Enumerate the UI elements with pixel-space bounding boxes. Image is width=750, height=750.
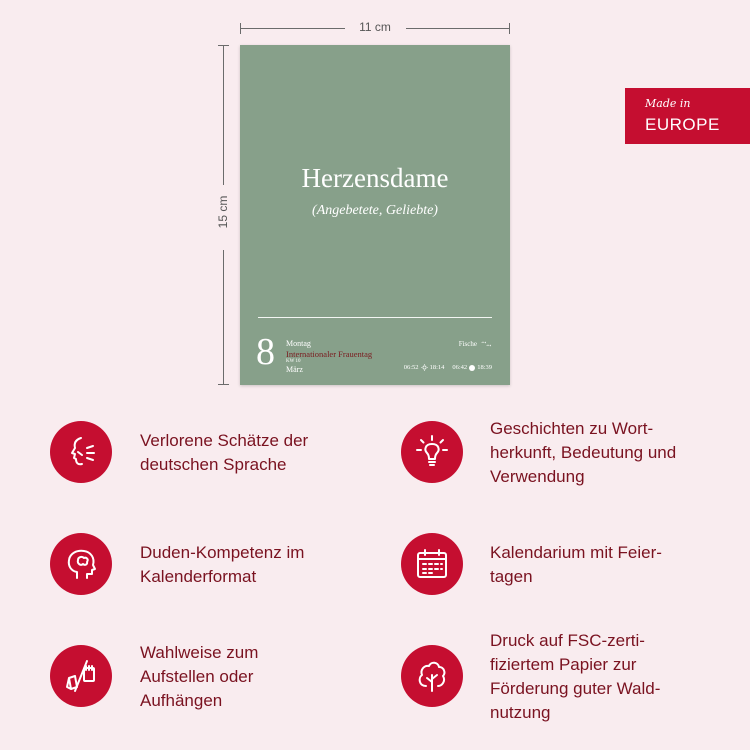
month-label: März [286, 365, 303, 374]
feature-line: Aufhängen [140, 691, 223, 710]
word-subtitle: (Angebetete, Geliebte) [312, 203, 438, 218]
sun-moon-times [404, 364, 492, 371]
feature-line: deutschen Sprache [140, 455, 287, 474]
feature-text [140, 641, 258, 713]
calendar-page [240, 45, 510, 385]
word-title: Herzensdame [301, 163, 449, 193]
feature-line: tagen [490, 567, 533, 586]
feature-text [490, 541, 662, 589]
sun-icon [421, 364, 428, 371]
week-label: KW 10 [286, 359, 301, 364]
feature-line: Verwendung [490, 467, 585, 486]
width-label: 11 cm [359, 20, 391, 34]
feature-line: Druck auf FSC-zerti- [490, 631, 645, 650]
weekday: Montag [286, 339, 311, 348]
divider [258, 317, 492, 318]
day-number: 8 [256, 331, 275, 373]
sunrise-time: 06:52 [403, 364, 419, 371]
calendar-icon [401, 533, 463, 595]
tree-icon [401, 645, 463, 707]
feature-line: herkunft, Bedeutung und [490, 443, 677, 462]
feature-line: Geschichten zu Wort- [490, 419, 654, 438]
moonrise-time: 06:42 [452, 364, 468, 371]
feature-line: Kalendarium mit Feier- [490, 543, 662, 562]
zodiac-label: Fische [458, 340, 477, 348]
feature-line: Aufstellen oder [140, 667, 254, 686]
feature-line: Duden-Kompetenz im [140, 543, 305, 562]
holiday-label: Internationaler Frauentag [286, 349, 373, 359]
badge-made-in: Made in [645, 97, 691, 110]
width-dimension [240, 20, 510, 36]
zodiac-sign [459, 340, 492, 348]
mouth-speech-icon [50, 421, 112, 483]
feature-line: Verlorene Schätze der [140, 431, 309, 450]
feature-text [490, 629, 660, 725]
moon-icon [469, 365, 475, 371]
made-in-europe-badge [625, 88, 750, 144]
fish-icon [480, 341, 492, 347]
feature-line: Kalenderformat [140, 567, 257, 586]
feature-text [490, 417, 676, 489]
feature-line: nutzung [490, 703, 551, 722]
feature-text [140, 429, 308, 477]
height-dimension [215, 45, 231, 385]
height-label: 15 cm [216, 195, 230, 229]
stand-hang-icon [50, 645, 112, 707]
head-brain-icon [50, 533, 112, 595]
badge-region: EUROPE [645, 115, 720, 134]
feature-line: Wahlweise zum [140, 643, 259, 662]
sunset-time: 18:14 [429, 364, 445, 371]
feature-line: fiziertem Papier zur [490, 655, 637, 674]
lightbulb-icon [401, 421, 463, 483]
feature-line: Förderung guter Wald- [490, 679, 661, 698]
moonset-time: 18:39 [477, 364, 492, 371]
feature-text [140, 541, 304, 589]
